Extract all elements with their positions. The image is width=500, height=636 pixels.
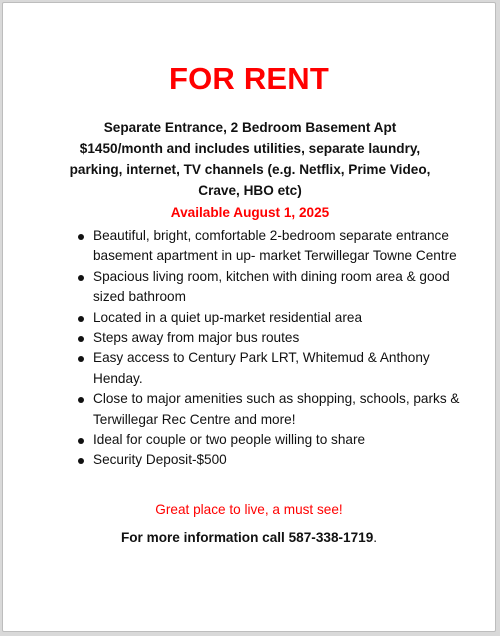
list-item (63, 430, 463, 450)
feature-text: Close to major amenities such as shopping, schools, parks & Terwillegar Rec Centre and more! (93, 391, 460, 427)
feature-text: Located in a quiet up-market residential area (93, 309, 363, 325)
feature-list (63, 226, 463, 471)
bullet-dot-icon (78, 438, 84, 444)
flyer-title: FOR RENT (168, 61, 330, 96)
list-item (63, 389, 463, 430)
feature-text: Beautiful, bright, comfortable 2-bedroom separate entrance basement apartment in up- market Terwillegar Towne Centre (93, 228, 457, 264)
feature-text: Steps away from major bus routes (93, 330, 300, 346)
feature-text: Security Deposit-$500 (93, 452, 227, 468)
bullet-dot-icon (78, 234, 84, 240)
listing-price-details: $1450/month and includes utilities, separate laundry, parking, internet, TV channels (e.g. Netflix, Prime Video, Crave, HBO etc) (69, 141, 431, 198)
list-item (63, 226, 463, 267)
bullet-dot-icon (78, 458, 84, 464)
bullet-dot-icon (78, 336, 84, 342)
contact-info (3, 528, 495, 548)
flyer-page (2, 2, 496, 632)
feature-text: Ideal for couple or two people willing to share (93, 432, 366, 448)
bullet-dot-icon (78, 356, 84, 362)
contact-period: . (373, 530, 378, 545)
bullet-dot-icon (78, 316, 84, 322)
listing-headline: Separate Entrance, 2 Bedroom Basement Apt (103, 120, 397, 135)
tagline: Great place to live, a must see! (155, 502, 343, 517)
bullet-dot-icon (78, 275, 84, 281)
feature-text: Easy access to Century Park LRT, Whitemud & Anthony Henday. (93, 350, 430, 386)
list-item (63, 267, 463, 308)
availability-date: Available August 1, 2025 (170, 205, 330, 220)
bullet-dot-icon (78, 397, 84, 403)
contact-text: For more information call 587-338-1719 (120, 530, 374, 545)
list-item (63, 450, 463, 470)
list-item (63, 328, 463, 348)
list-item (63, 348, 463, 389)
list-item (63, 308, 463, 328)
listing-summary (55, 117, 445, 223)
feature-text: Spacious living room, kitchen with dining room area & good sized bathroom (93, 268, 450, 305)
